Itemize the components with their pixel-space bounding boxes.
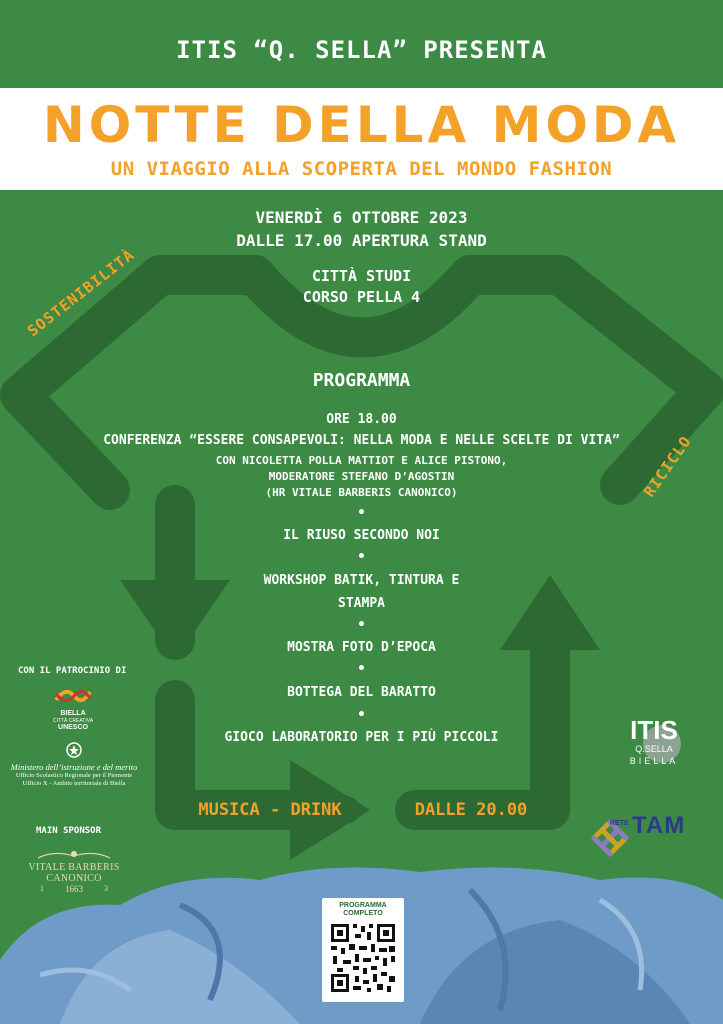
- bullet: •: [357, 505, 366, 521]
- patronage-label: CON IL PATROCINIO DI: [18, 666, 127, 676]
- bullet: •: [357, 707, 366, 723]
- venue-name: CITTÀ STUDI: [311, 267, 412, 285]
- program-item-baratto: BOTTEGA DEL BARATTO: [287, 685, 436, 700]
- ministry-office-line1: Ufficio Scolastico Regionale per il Piemonte: [15, 772, 133, 779]
- program-item-workshop-cont: STAMPA: [338, 596, 385, 611]
- qr-code-icon: [329, 922, 397, 994]
- itis-logo-name: ITIS: [630, 715, 678, 745]
- tag-riciclo: RICICLO: [640, 432, 696, 501]
- program-item-gioco: GIOCO LABORATORIO PER I PIÙ PICCOLI: [224, 730, 499, 745]
- ministry-name: Ministero dell’istruzione e del merito: [10, 762, 138, 772]
- presenter-line: ITIS “Q. SELLA” PRESENTA: [176, 36, 547, 64]
- bullet: •: [357, 549, 366, 565]
- tam-logo-name: TAM: [632, 812, 686, 839]
- biella-swirl-icon: [52, 686, 94, 706]
- main-sponsor-label: MAIN SPONSOR: [36, 826, 102, 836]
- qr-label-line2: COMPLETO: [343, 910, 383, 917]
- itis-sella-logo: [612, 716, 696, 766]
- ministry-office-line2: Ufficio X - Ambito territoriale di Biella: [22, 780, 126, 787]
- program-heading: PROGRAMMA: [312, 370, 411, 391]
- vitale-barberis-canonico-logo: [10, 848, 138, 894]
- evening-time: DALLE 20.00: [398, 796, 544, 824]
- evening-music-drink: MUSICA - DRINK: [180, 796, 360, 824]
- event-date: VENERDÌ 6 OTTOBRE 2023: [255, 208, 468, 227]
- program-item-riuso: IL RIUSO SECONDO NOI: [283, 528, 440, 543]
- bullet: •: [357, 661, 366, 677]
- bullet: •: [357, 617, 366, 633]
- qr-label-line1: PROGRAMMA: [339, 902, 387, 909]
- ministry-logo: [10, 740, 138, 788]
- conference-time: ORE 18.00: [326, 412, 397, 427]
- biella-unesco-logo: [52, 686, 94, 732]
- event-title: NOTTE DELLA MODA: [42, 96, 681, 154]
- conference-speakers: CON NICOLETTA POLLA MATTIOT E ALICE PISTONO,: [215, 454, 508, 467]
- event-subtitle: UN VIAGGIO ALLA SCOPERTA DEL MONDO FASHION: [110, 158, 613, 180]
- sponsor-year: 1663: [65, 884, 83, 894]
- itis-logo-sub: Q.SELLA: [635, 744, 673, 754]
- itis-logo-city: BIELLA: [629, 756, 679, 766]
- tam-rete-logo: [588, 808, 708, 860]
- sponsor-side-left: 1: [40, 884, 44, 893]
- conference-moderator: MODERATORE STEFANO D’AGOSTIN: [268, 470, 455, 483]
- program-item-workshop: WORKSHOP BATIK, TINTURA E: [263, 573, 460, 588]
- qr-code-card[interactable]: [322, 898, 404, 1002]
- conference-moderator-role: (HR VITALE BARBERIS CANONICO): [265, 486, 458, 499]
- event-opening-time: DALLE 17.00 APERTURA STAND: [236, 231, 487, 250]
- tam-logo-rete: RETE: [610, 820, 629, 827]
- biella-logo-line1: BIELLA: [60, 710, 86, 717]
- tag-sostenibilita: SOSTENIBILITÀ: [24, 245, 138, 341]
- biella-logo-line3: UNESCO: [58, 724, 88, 731]
- program-item-mostra: MOSTRA FOTO D’EPOCA: [287, 640, 436, 655]
- emblem-icon: [64, 740, 84, 760]
- sponsor-side-right: 3: [104, 884, 108, 893]
- sponsor-name: VITALE BARBERIS CANONICO: [28, 862, 120, 884]
- conference-title: CONFERENZA “ESSERE CONSAPEVOLI: NELLA MODA E NELLE SCELTE DI VITA”: [103, 433, 620, 448]
- biella-logo-line2: CITTÀ CREATIVA: [52, 718, 94, 724]
- ornament-icon: [34, 848, 114, 862]
- venue-address: CORSO PELLA 4: [302, 288, 421, 306]
